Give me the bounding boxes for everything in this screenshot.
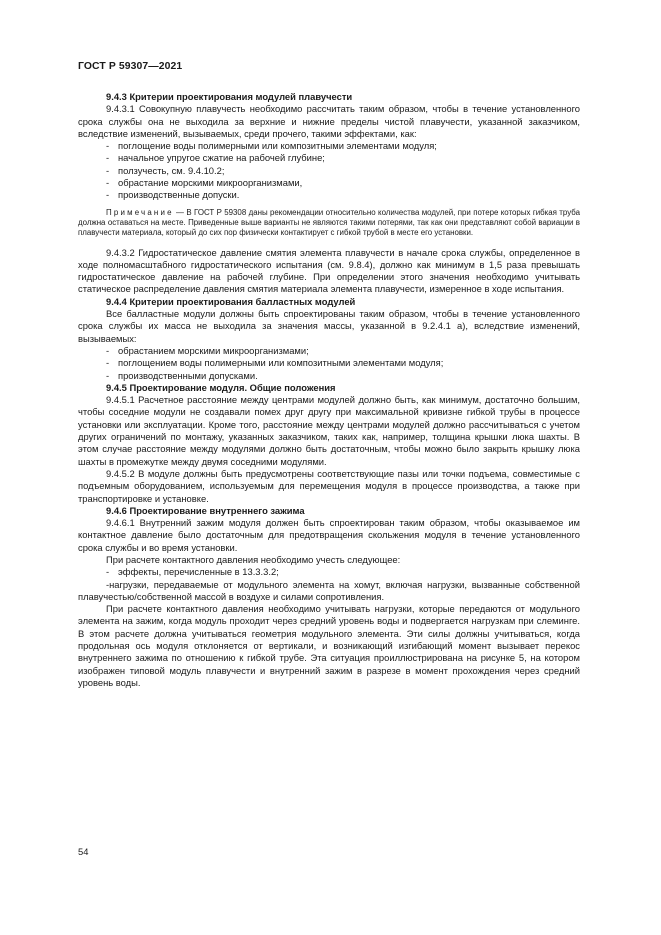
paragraph-9-4-3-1: 9.4.3.1 Совокупную плавучесть необходимо рассчитать таким образом, чтобы в течение установленного срока службы она не выходила за верхние и нижние пределы чистой плавучести, указанной заказчиком, вследствие изменений, вызываемых, среди прочего, такими эффектами, как: <box>78 103 580 139</box>
section-heading-9-4-4: 9.4.4 Критерии проектирования балластных модулей <box>106 295 356 307</box>
page-number: 54 <box>78 846 89 857</box>
list-marker: - <box>106 164 110 176</box>
list-item <box>78 566 580 578</box>
list-marker: - <box>106 369 110 381</box>
list-marker: - <box>106 357 110 369</box>
list-item-text: производственными допусками. <box>118 369 258 381</box>
list-marker: - <box>106 344 110 356</box>
list-item-text: эффекты, перечисленные в 13.3.3.2; <box>118 566 279 578</box>
note-text: — В ГОСТ Р 59308 даны рекомендации относительно количества модулей, при потере которых гибкая труба должна оставаться на месте. Приведенные выше варианты не являются такими потерями, так как они представляют собой вариации в плавучести материала, который до сих пор физически контактирует с гибкой трубой в месте его установки. <box>78 207 580 238</box>
list-marker: - <box>106 566 110 578</box>
list-marker: - <box>106 152 110 164</box>
note <box>78 208 580 239</box>
list-item <box>78 189 580 201</box>
list-item-text: нагрузки, передаваемые от модульного элемента на хомут, включая нагрузки, вызванные собственной плавучестью/собственной массой в воздухе и силами сопротивления. <box>78 578 580 602</box>
page-body <box>78 91 580 689</box>
list-item <box>78 165 580 177</box>
list-item-text: производственные допуски. <box>118 189 240 201</box>
list-marker: - <box>106 578 110 590</box>
paragraph-9-4-3-2: 9.4.3.2 Гидростатическое давление смятия элемента плавучести в начале срока службы, определенное в ходе полномасштабного гидростатического испытания (см. 9.8.4), должно как минимум в 1,5 раза превышать гидростатическое давление на рабочей глубине. При определении этого значения необходимо учитывать статическое распределение давления смятия материала элемента плавучести, измеренное в ходе испытания. <box>78 246 580 295</box>
note-label: Примечание <box>106 207 174 217</box>
paragraph-9-4-6-load: При расчете контактного давления необходимо учитывать нагрузки, которые передаются от модульного элемента на зажим, когда модуль проходит через средний уровень воды и подвергается нагрузкам при слеминге. В этом расчете должна учитываться геометрия модульного элемента. Эти силы должны учитываться, когда продольная ось модуля отклоняется от вертикали, и возникающий изгибающий момент вызывает перекос внутреннего зажима по отношению к гибкой трубе. Эта ситуация проиллюстрирована на рисунке 5, на котором изображен типовой модуль плавучести и внутренний зажим в разрезе в момент прохождения через средний уровень воды. <box>78 603 580 688</box>
list-item <box>78 357 580 369</box>
paragraph-9-4-4: Все балластные модули должны быть спроектированы таким образом, чтобы в течение установленного срока службы их масса не выходила за значения массы, указанной в 9.2.4.1 а), вследствие изменений, вызываемых: <box>78 308 580 344</box>
list-marker: - <box>106 189 110 201</box>
list-item <box>78 579 580 604</box>
list-item <box>78 140 580 152</box>
list-item-text: ползучесть, см. 9.4.10.2; <box>118 164 225 176</box>
list-item-text: поглощение воды полимерными или композитными элементами модуля; <box>118 140 437 152</box>
list-item-text: обрастание морскими микроорганизмами, <box>118 177 303 189</box>
list-item <box>78 370 580 382</box>
list-item <box>78 152 580 164</box>
list-marker: - <box>106 140 110 152</box>
list-item-text: поглощением воды полимерными или композитными элементами модуля; <box>118 357 444 369</box>
list-item-text: обрастанием морскими микроорганизмами; <box>118 344 309 356</box>
paragraph-9-4-5-1: 9.4.5.1 Расчетное расстояние между центрами модулей должно быть, как минимум, достаточно большим, чтобы соседние модули не создавали помех друг другу при максимальной кривизне гибкой трубы в процессе установки или эксплуатации. Кроме того, расстояние между центрами модулей должно рассчитываться с учетом других ограничений по монтажу, указанных заказчиком, таких как, например, толщина крышки люка шахты. В этом случае расстояние между модулями должно быть достаточным, чтобы можно было закрыть крышку люка шахты в промежутке между двумя соседними модулями. <box>78 394 580 467</box>
paragraph-9-4-6-intro: При расчете контактного давления необходимо учесть следующее: <box>106 553 401 565</box>
paragraph-9-4-5-2: 9.4.5.2 В модуле должны быть предусмотрены соответствующие пазы или точки подъема, совместимые с подъемным оборудованием, используемым для перемещения модуля в процессе производства, а также при транспортировке и установке. <box>78 467 580 504</box>
document-header: ГОСТ Р 59307—2021 <box>78 61 183 72</box>
list-item <box>78 177 580 189</box>
section-heading-9-4-6: 9.4.6 Проектирование внутреннего зажима <box>106 504 305 516</box>
list-marker: - <box>106 177 110 189</box>
list-item <box>78 345 580 357</box>
list-item-text: начальное упругое сжатие на рабочей глубине; <box>118 152 325 164</box>
section-heading-9-4-3: 9.4.3 Критерии проектирования модулей плавучести <box>106 91 353 102</box>
paragraph-9-4-6-1: 9.4.6.1 Внутренний зажим модуля должен быть спроектирован таким образом, чтобы оказываемое им контактное давление было достаточным для предотвращения скольжения модуля в течение установленного срока службы и во время установки. <box>78 517 580 553</box>
section-heading-9-4-5: 9.4.5 Проектирование модуля. Общие положения <box>106 381 336 393</box>
